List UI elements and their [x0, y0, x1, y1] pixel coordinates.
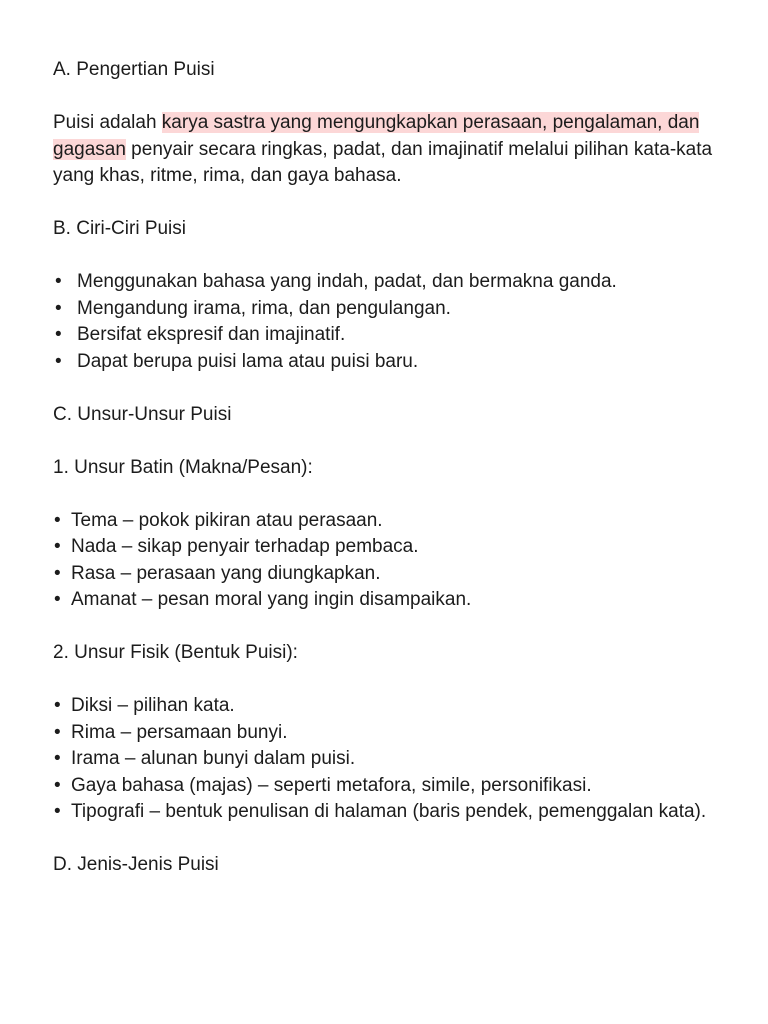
definition-text-start: Puisi adalah [53, 112, 162, 133]
highlighted-definition: karya sastra yang mengungkapkan perasaan, pengalaman, dan gagasan [53, 112, 700, 160]
section-a-heading: A. Pengertian Puisi [53, 59, 215, 80]
unsur-batin-heading: 1. Unsur Batin (Makna/Pesan): [53, 456, 313, 478]
spacer [53, 826, 718, 853]
ciri-list [53, 269, 718, 375]
spacer [53, 190, 718, 217]
list-item: • Menggunakan bahasa yang indah, padat, dan bermakna ganda. [53, 269, 718, 296]
list-item: • Rima – persamaan bunyi. [53, 720, 718, 747]
list-item: • Tipografi – bentuk penulisan di halaman (baris pendek, pemenggalan kata). [53, 799, 718, 826]
spacer [53, 84, 718, 111]
section-c-heading: C. Unsur-Unsur Puisi [53, 403, 232, 425]
list-item: • Rasa – perasaan yang diungkapkan. [53, 561, 718, 588]
list-item: • Irama – alunan bunyi dalam puisi. [53, 746, 718, 773]
list-item: • Amanat – pesan moral yang ingin disampaikan. [53, 587, 718, 614]
list-item: • Bersifat ekspresif dan imajinatif. [53, 322, 718, 349]
unsur-fisik-list [53, 693, 718, 826]
spacer [53, 375, 718, 402]
list-item: • Gaya bahasa (majas) – seperti metafora, simile, personifikasi. [53, 773, 718, 800]
spacer [53, 243, 718, 270]
list-item: • Tema – pokok pikiran atau perasaan. [53, 508, 718, 535]
unsur-fisik-heading: 2. Unsur Fisik (Bentuk Puisi): [53, 642, 298, 663]
list-item: • Dapat berupa puisi lama atau puisi baru. [53, 349, 718, 376]
section-b-heading: B. Ciri-Ciri Puisi [53, 218, 186, 239]
definition-paragraph [53, 110, 718, 190]
unsur-batin-list [53, 508, 718, 614]
spacer [53, 614, 718, 641]
section-d-heading: D. Jenis-Jenis Puisi [53, 854, 219, 875]
definition-text-end: penyair secara ringkas, padat, dan imajinatif melalui pilihan kata-kata yang khas, ritme, rima, dan gaya bahasa. [53, 138, 713, 186]
spacer [53, 481, 718, 508]
list-item: • Diksi – pilihan kata. [53, 693, 718, 720]
list-item: • Nada – sikap penyair terhadap pembaca. [53, 534, 718, 561]
spacer [53, 428, 718, 455]
spacer [53, 667, 718, 694]
document-page [53, 57, 718, 879]
list-item: • Mengandung irama, rima, dan pengulangan. [53, 296, 718, 323]
